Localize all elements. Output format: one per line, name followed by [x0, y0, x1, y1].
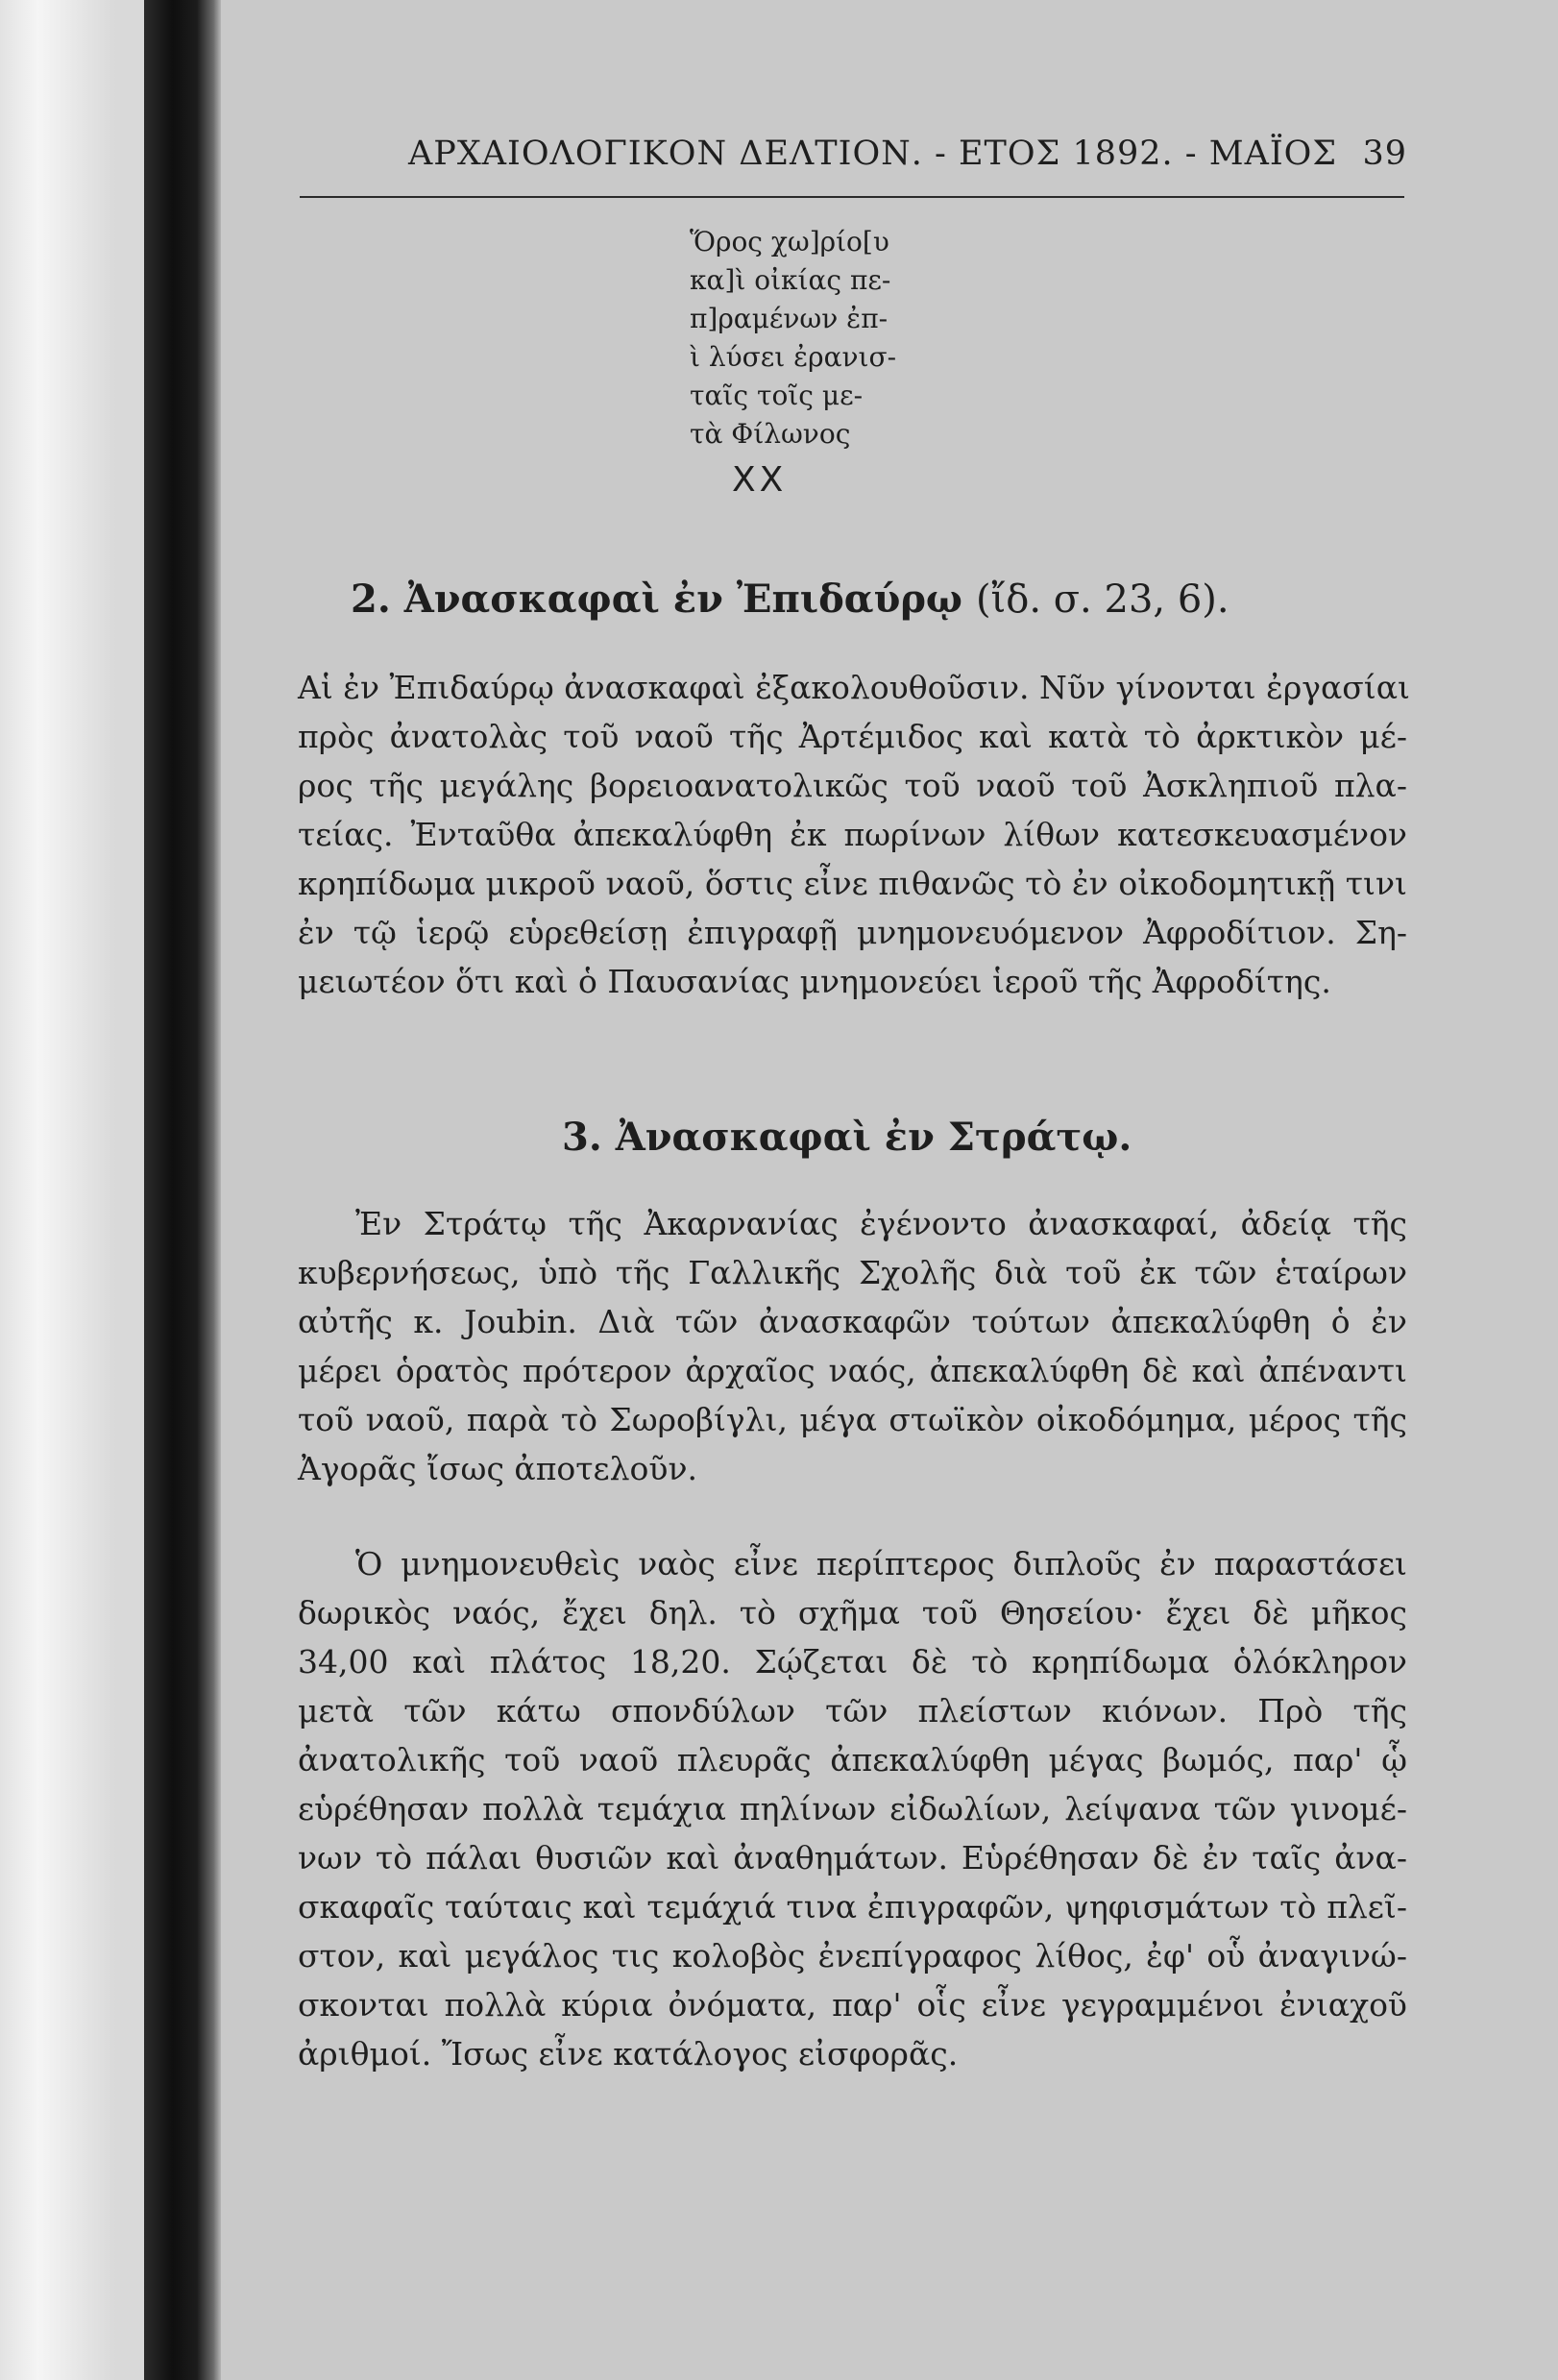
- running-header: [192, 135, 1407, 183]
- section-3-number: 3.: [562, 1115, 602, 1160]
- section-2-number: 2.: [351, 577, 391, 622]
- text-line: εὑρέθησαν πολλὰ τεμάχια πηλίνων εἰδωλίων, λείψανα τῶν γινομέ-: [298, 1790, 1407, 1828]
- text-line: δωρικὸς ναός, ἔχει δηλ. τὸ σχῆμα τοῦ Θησείου· ἔχει δὲ μῆκος: [298, 1594, 1407, 1632]
- text-line: Αἱ ἐν Ἐπιδαύρῳ ἀνασκαφαὶ ἐξακολουθοῦσιν. Νῦν γίνονται ἐργασίαι: [298, 669, 1410, 706]
- text-line: ἀριθμοί. Ἴσως εἶνε κατάλογος εἰσφορᾶς.: [298, 2035, 959, 2073]
- inscription-line: κα]ὶ οἰκίας πε-: [690, 264, 891, 296]
- text-line: αὐτῆς κ. Joubin. Διὰ τῶν ἀνασκαφῶν τούτων ἀπεκαλύφθη ὁ ἐν: [298, 1303, 1407, 1340]
- section-3-title: Ἀνασκαφαὶ ἐν Στράτῳ.: [615, 1115, 1132, 1160]
- inscription-line: τὰ Φίλωνος: [690, 418, 851, 450]
- page-number: 39: [1362, 135, 1407, 173]
- inscription-line: ὶ λύσει ἐρανισ-: [690, 341, 897, 373]
- section-2-heading: [351, 577, 1229, 622]
- section-3-paragraph-2: [298, 1539, 1407, 2078]
- text-line: μέρει ὁρατὸς πρότερον ἀρχαῖος ναός, ἀπεκαλύφθη δὲ καὶ ἀπέναντι: [298, 1352, 1407, 1389]
- text-line: τοῦ ναοῦ, παρὰ τὸ Σωροβίγλι, μέγα στωϊκὸν οἰκοδόμημα, μέρος τῆς: [298, 1401, 1407, 1438]
- section-2-paragraph: [298, 663, 1410, 1006]
- text-line: ἐν τῷ ἱερῷ εὑρεθείσῃ ἐπιγραφῇ μνημονευόμενον Ἀφροδίτιον. Ση-: [298, 914, 1407, 951]
- text-line: Ἀγορᾶς ἴσως ἀποτελοῦν.: [298, 1450, 698, 1487]
- text-line: τείας. Ἐνταῦθα ἀπεκαλύφθη ἐκ πωρίνων λίθων κατεσκευασμένον: [298, 816, 1407, 853]
- text-line: ἀνατολικῆς τοῦ ναοῦ πλευρᾶς ἀπεκαλύφθη μέγας βωμός, παρ' ᾧ: [298, 1741, 1407, 1779]
- section-2-reference: (ἴδ. σ. 23, 6).: [975, 577, 1229, 622]
- text-line: κρηπίδωμα μικροῦ ναοῦ, ὅστις εἶνε πιθανῶς τὸ ἐν οἰκοδομητικῇ τινι: [298, 865, 1407, 902]
- text-line: ρος τῆς μεγάλης βορειοανατολικῶς τοῦ ναοῦ τοῦ Ἀσκληπιοῦ πλα-: [298, 767, 1407, 804]
- text-line: κυβερνήσεως, ὑπὸ τῆς Γαλλικῆς Σχολῆς διὰ τοῦ ἐκ τῶν ἑταίρων: [298, 1254, 1407, 1291]
- text-line: μειωτέον ὅτι καὶ ὁ Παυσανίας μνημονεύει ἱεροῦ τῆς Ἀφροδίτης.: [298, 963, 1331, 1000]
- text-line: Ἐν Στράτῳ τῆς Ἀκαρνανίας ἐγένοντο ἀνασκαφαί, ἀδείᾳ τῆς: [355, 1205, 1407, 1242]
- section-3-paragraph-1: [298, 1199, 1407, 1493]
- text-line: σκονται πολλὰ κύρια ὀνόματα, παρ' οἷς εἶνε γεγραμμένοι ἐνιαχοῦ: [298, 1986, 1407, 2024]
- header-rule: [300, 196, 1404, 198]
- section-3-heading: [562, 1115, 1132, 1160]
- text-line: σκαφαῖς ταύταις καὶ τεμάχιά τινα ἐπιγραφῶν, ψηφισμάτων τὸ πλεῖ-: [298, 1888, 1407, 1926]
- inscription-line: π]ραμένων ἐπ-: [690, 303, 889, 334]
- running-title: ΑΡΧΑΙΟΛΟΓΙΚΟΝ ΔΕΛΤΙΟΝ. - ΕΤΟΣ 1892. - ΜΑΪΟΣ: [408, 135, 1338, 173]
- section-2-title: Ἀνασκαφαὶ ἐν Ἐπιδαύρῳ: [403, 577, 963, 622]
- inscription-line: ταῖς τοῖς με-: [690, 380, 864, 411]
- text-line: Ὁ μνημονευθεὶς ναὸς εἶνε περίπτερος διπλοῦς ἐν παραστάσει: [355, 1545, 1407, 1583]
- inscription-line: Ὅρος χω]ρίο[υ: [690, 226, 889, 258]
- text-line: νων τὸ πάλαι θυσιῶν καὶ ἀναθημάτων. Εὑρέθησαν δὲ ἐν ταῖς ἀνα-: [298, 1839, 1407, 1877]
- text-line: 34,00 καὶ πλάτος 18,20. Σῴζεται δὲ τὸ κρηπίδωμα ὁλόκληρον: [298, 1643, 1407, 1681]
- text-line: μετὰ τῶν κάτω σπονδύλων τῶν πλείστων κιόνων. Πρὸ τῆς: [298, 1692, 1407, 1730]
- text-line: στον, καὶ μεγάλος τις κολοβὸς ἐνεπίγραφος λίθος, ἐφ' οὗ ἀναγινώ-: [298, 1937, 1407, 1975]
- inscription-mark: XX: [732, 460, 788, 500]
- inscription-block: [690, 223, 896, 500]
- book-gutter-shadow: [144, 0, 221, 2380]
- text-line: πρὸς ἀνατολὰς τοῦ ναοῦ τῆς Ἀρτέμιδος καὶ κατὰ τὸ ἀρκτικὸν μέ-: [298, 718, 1407, 755]
